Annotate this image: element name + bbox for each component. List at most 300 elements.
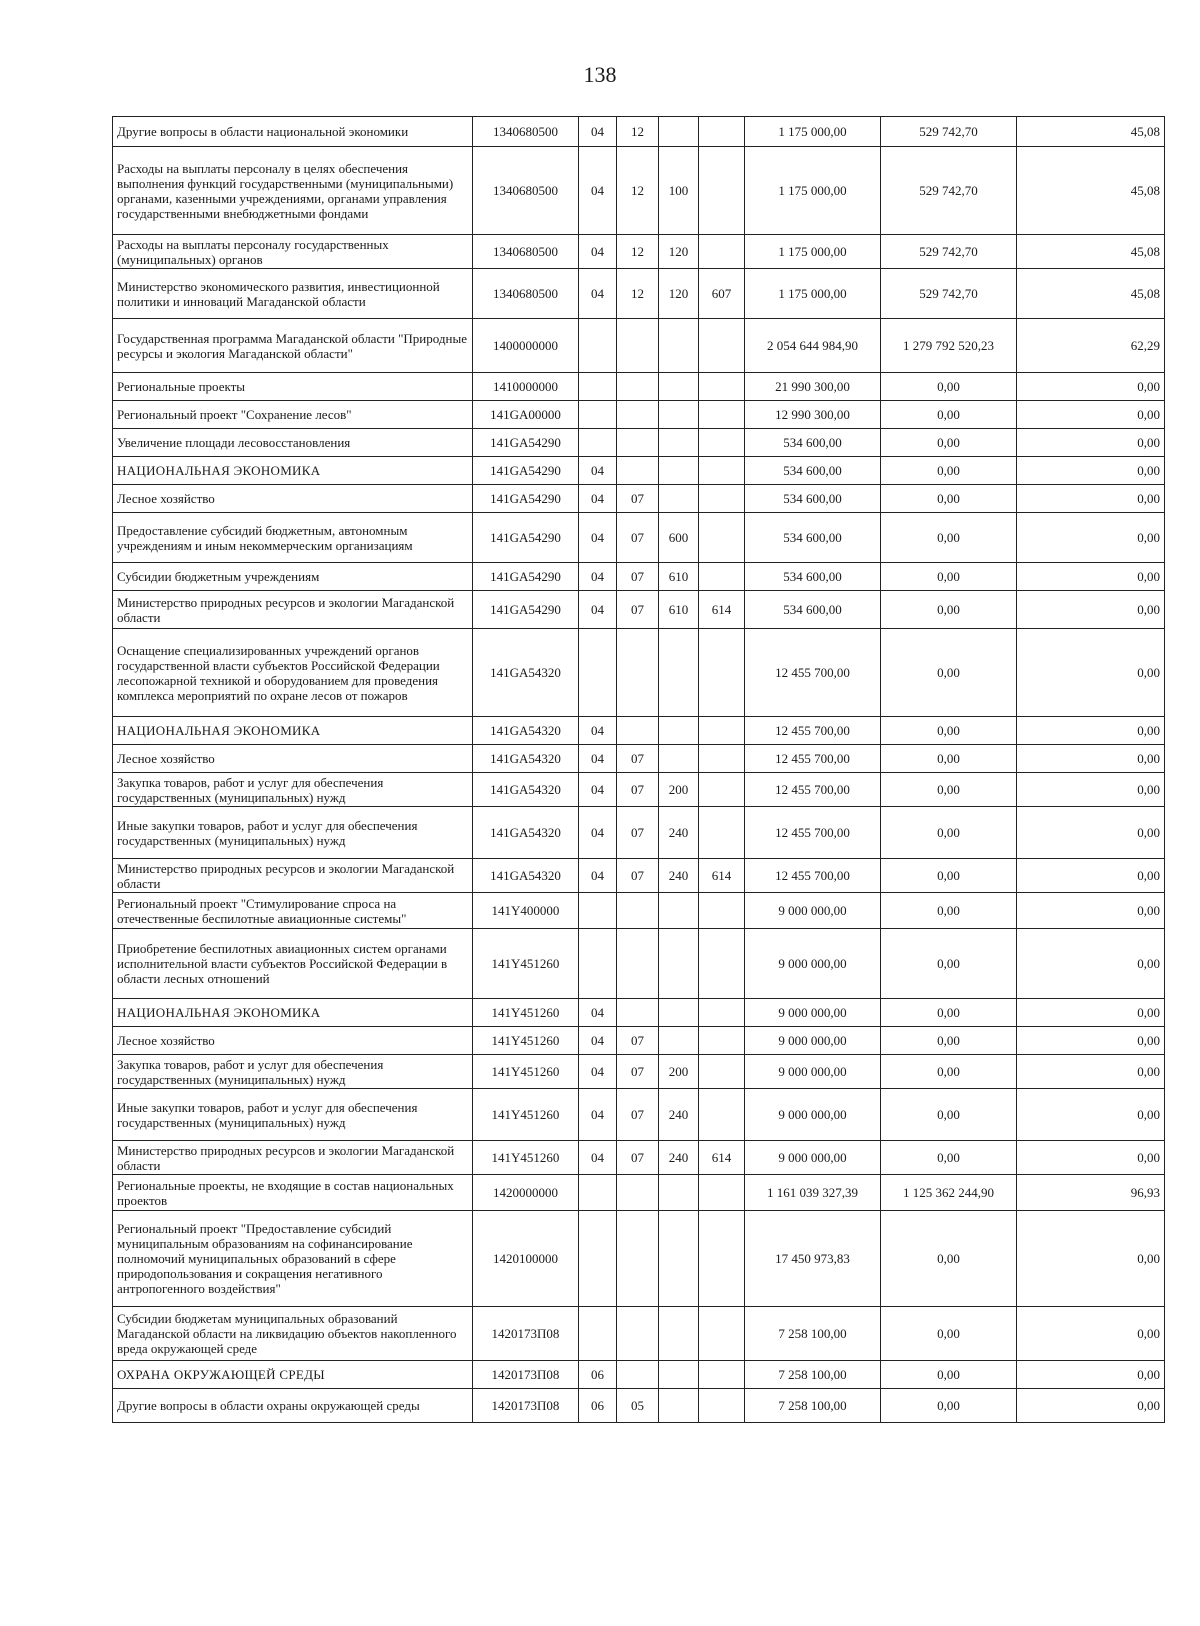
target-article-code: 141GA54290 (473, 513, 579, 563)
expense-type-code (659, 1211, 699, 1307)
target-article-code: 141GA00000 (473, 401, 579, 429)
ministry-code (699, 1089, 745, 1141)
actual-amount: 0,00 (881, 629, 1017, 717)
subsection-code (617, 929, 659, 999)
expense-type-code: 100 (659, 147, 699, 235)
execution-percent: 62,29 (1017, 319, 1165, 373)
expense-type-code: 600 (659, 513, 699, 563)
subsection-code (617, 401, 659, 429)
section-code: 04 (579, 807, 617, 859)
ministry-code (699, 893, 745, 929)
section-code: 04 (579, 1089, 617, 1141)
table-row (113, 717, 1165, 745)
section-code (579, 1307, 617, 1361)
subsection-code: 07 (617, 773, 659, 807)
execution-percent: 0,00 (1017, 807, 1165, 859)
planned-amount: 9 000 000,00 (745, 893, 881, 929)
planned-amount: 12 455 700,00 (745, 859, 881, 893)
subsection-code: 07 (617, 807, 659, 859)
subsection-code (617, 999, 659, 1027)
row-name: Предоставление субсидий бюджетным, автономным учреждениям и иным некоммерческим организациям (113, 513, 473, 563)
subsection-code (617, 717, 659, 745)
ministry-code (699, 457, 745, 485)
subsection-code (617, 1361, 659, 1389)
subsection-code (617, 457, 659, 485)
ministry-code: 614 (699, 591, 745, 629)
actual-amount: 0,00 (881, 1361, 1017, 1389)
target-article-code: 1410000000 (473, 373, 579, 401)
target-article-code: 141Y400000 (473, 893, 579, 929)
planned-amount: 534 600,00 (745, 457, 881, 485)
execution-percent: 0,00 (1017, 457, 1165, 485)
execution-percent: 0,00 (1017, 1389, 1165, 1423)
target-article-code: 141GA54320 (473, 773, 579, 807)
ministry-code (699, 1175, 745, 1211)
actual-amount: 0,00 (881, 1307, 1017, 1361)
actual-amount: 1 279 792 520,23 (881, 319, 1017, 373)
row-name: Министерство экономического развития, инвестиционной политики и инноваций Магаданской области (113, 269, 473, 319)
row-name: Закупка товаров, работ и услуг для обеспечения государственных (муниципальных) нужд (113, 773, 473, 807)
section-code: 04 (579, 117, 617, 147)
planned-amount: 2 054 644 984,90 (745, 319, 881, 373)
table-row (113, 235, 1165, 269)
table-row (113, 773, 1165, 807)
table-row (113, 513, 1165, 563)
target-article-code: 1340680500 (473, 269, 579, 319)
actual-amount: 0,00 (881, 1027, 1017, 1055)
ministry-code (699, 773, 745, 807)
expense-type-code: 120 (659, 269, 699, 319)
target-article-code: 1340680500 (473, 117, 579, 147)
ministry-code (699, 999, 745, 1027)
actual-amount: 0,00 (881, 373, 1017, 401)
table-row (113, 563, 1165, 591)
target-article-code: 141GA54290 (473, 429, 579, 457)
section-code: 04 (579, 269, 617, 319)
ministry-code (699, 319, 745, 373)
row-name: Закупка товаров, работ и услуг для обеспечения государственных (муниципальных) нужд (113, 1055, 473, 1089)
expense-type-code (659, 319, 699, 373)
target-article-code: 141Y451260 (473, 1027, 579, 1055)
actual-amount: 0,00 (881, 1141, 1017, 1175)
expense-type-code (659, 485, 699, 513)
table-row (113, 319, 1165, 373)
section-code: 04 (579, 235, 617, 269)
planned-amount: 534 600,00 (745, 591, 881, 629)
row-name: Увеличение площади лесовосстановления (113, 429, 473, 457)
execution-percent: 0,00 (1017, 1055, 1165, 1089)
table-row (113, 1055, 1165, 1089)
target-article-code: 141GA54290 (473, 563, 579, 591)
planned-amount: 17 450 973,83 (745, 1211, 881, 1307)
table-body (113, 117, 1165, 1423)
section-code: 04 (579, 457, 617, 485)
target-article-code: 141Y451260 (473, 1141, 579, 1175)
actual-amount: 529 742,70 (881, 235, 1017, 269)
actual-amount: 0,00 (881, 1389, 1017, 1423)
actual-amount: 0,00 (881, 745, 1017, 773)
actual-amount: 529 742,70 (881, 269, 1017, 319)
planned-amount: 12 455 700,00 (745, 629, 881, 717)
execution-percent: 0,00 (1017, 485, 1165, 513)
planned-amount: 534 600,00 (745, 563, 881, 591)
row-name: Региональный проект "Стимулирование спроса на отечественные беспилотные авиационные системы" (113, 893, 473, 929)
subsection-code: 07 (617, 859, 659, 893)
row-name: Министерство природных ресурсов и экологии Магаданской области (113, 591, 473, 629)
table-row (113, 807, 1165, 859)
subsection-code (617, 1211, 659, 1307)
section-code: 04 (579, 513, 617, 563)
actual-amount: 1 125 362 244,90 (881, 1175, 1017, 1211)
table-row (113, 929, 1165, 999)
expense-type-code (659, 745, 699, 773)
actual-amount: 0,00 (881, 1089, 1017, 1141)
page-number: 138 (583, 62, 617, 87)
execution-percent: 0,00 (1017, 1307, 1165, 1361)
actual-amount: 0,00 (881, 1211, 1017, 1307)
planned-amount: 9 000 000,00 (745, 1027, 881, 1055)
row-name: Оснащение специализированных учреждений органов государственной власти субъектов Российской Федерации лесопожарной техникой и оборудованием для проведения комплекса мероприятий по охране лесов от пожаров (113, 629, 473, 717)
ministry-code: 607 (699, 269, 745, 319)
subsection-code (617, 373, 659, 401)
table-row (113, 1361, 1165, 1389)
ministry-code: 614 (699, 1141, 745, 1175)
expense-type-code (659, 893, 699, 929)
ministry-code (699, 1211, 745, 1307)
ministry-code (699, 1307, 745, 1361)
section-code: 04 (579, 591, 617, 629)
execution-percent: 0,00 (1017, 929, 1165, 999)
table-row (113, 591, 1165, 629)
section-code: 04 (579, 745, 617, 773)
section-code: 04 (579, 1141, 617, 1175)
table-row (113, 147, 1165, 235)
row-name: Субсидии бюджетам муниципальных образований Магаданской области на ликвидацию объектов накопленного вреда окружающей среде (113, 1307, 473, 1361)
execution-percent: 0,00 (1017, 1211, 1165, 1307)
expense-type-code: 240 (659, 1141, 699, 1175)
section-code: 04 (579, 859, 617, 893)
row-name: Лесное хозяйство (113, 745, 473, 773)
actual-amount: 0,00 (881, 485, 1017, 513)
ministry-code (699, 563, 745, 591)
planned-amount: 7 258 100,00 (745, 1361, 881, 1389)
expense-type-code (659, 1175, 699, 1211)
subsection-code: 05 (617, 1389, 659, 1423)
planned-amount: 1 175 000,00 (745, 269, 881, 319)
actual-amount: 0,00 (881, 859, 1017, 893)
execution-percent: 0,00 (1017, 429, 1165, 457)
planned-amount: 1 161 039 327,39 (745, 1175, 881, 1211)
execution-percent: 0,00 (1017, 591, 1165, 629)
subsection-code (617, 1175, 659, 1211)
target-article-code: 1420173П08 (473, 1307, 579, 1361)
section-code (579, 929, 617, 999)
planned-amount: 534 600,00 (745, 513, 881, 563)
planned-amount: 1 175 000,00 (745, 147, 881, 235)
subsection-code: 07 (617, 563, 659, 591)
section-code: 04 (579, 717, 617, 745)
ministry-code (699, 1055, 745, 1089)
section-code: 04 (579, 999, 617, 1027)
planned-amount: 21 990 300,00 (745, 373, 881, 401)
execution-percent: 0,00 (1017, 745, 1165, 773)
subsection-code: 12 (617, 235, 659, 269)
ministry-code (699, 147, 745, 235)
row-name: Лесное хозяйство (113, 485, 473, 513)
row-name: НАЦИОНАЛЬНАЯ ЭКОНОМИКА (113, 457, 473, 485)
target-article-code: 141Y451260 (473, 999, 579, 1027)
planned-amount: 9 000 000,00 (745, 1141, 881, 1175)
row-name: Региональный проект "Предоставление субсидий муниципальным образованиям на софинансирование полномочий муниципальных образований в сфере природопользования и сокращения негативного антропогенного воздействия" (113, 1211, 473, 1307)
target-article-code: 141GA54290 (473, 457, 579, 485)
actual-amount: 0,00 (881, 429, 1017, 457)
execution-percent: 0,00 (1017, 773, 1165, 807)
subsection-code: 07 (617, 1089, 659, 1141)
target-article-code: 1340680500 (473, 147, 579, 235)
target-article-code: 1340680500 (473, 235, 579, 269)
subsection-code: 07 (617, 1141, 659, 1175)
target-article-code: 141Y451260 (473, 1055, 579, 1089)
table-row (113, 485, 1165, 513)
planned-amount: 534 600,00 (745, 429, 881, 457)
actual-amount: 0,00 (881, 717, 1017, 745)
execution-percent: 96,93 (1017, 1175, 1165, 1211)
row-name: Расходы на выплаты персоналу государственных (муниципальных) органов (113, 235, 473, 269)
ministry-code (699, 513, 745, 563)
row-name: НАЦИОНАЛЬНАЯ ЭКОНОМИКА (113, 999, 473, 1027)
actual-amount: 0,00 (881, 401, 1017, 429)
planned-amount: 1 175 000,00 (745, 235, 881, 269)
subsection-code: 07 (617, 1027, 659, 1055)
subsection-code: 07 (617, 485, 659, 513)
table-row (113, 429, 1165, 457)
section-code (579, 893, 617, 929)
planned-amount: 12 455 700,00 (745, 745, 881, 773)
subsection-code: 07 (617, 513, 659, 563)
subsection-code: 07 (617, 745, 659, 773)
subsection-code: 07 (617, 1055, 659, 1089)
row-name: Приобретение беспилотных авиационных систем органами исполнительной власти субъектов Российской Федерации в области лесных отношений (113, 929, 473, 999)
row-name: Расходы на выплаты персоналу в целях обеспечения выполнения функций государственными (муниципальными) органами, казенными учреждениями, органами управления государственными внебюджетными фондами (113, 147, 473, 235)
ministry-code: 614 (699, 859, 745, 893)
table-row (113, 373, 1165, 401)
row-name: Иные закупки товаров, работ и услуг для обеспечения государственных (муниципальных) нужд (113, 1089, 473, 1141)
subsection-code: 07 (617, 591, 659, 629)
execution-percent: 0,00 (1017, 563, 1165, 591)
row-name: НАЦИОНАЛЬНАЯ ЭКОНОМИКА (113, 717, 473, 745)
ministry-code (699, 929, 745, 999)
ministry-code (699, 429, 745, 457)
subsection-code: 12 (617, 117, 659, 147)
row-name: Субсидии бюджетным учреждениям (113, 563, 473, 591)
table-row (113, 269, 1165, 319)
planned-amount: 1 175 000,00 (745, 117, 881, 147)
execution-percent: 0,00 (1017, 1027, 1165, 1055)
row-name: Министерство природных ресурсов и экологии Магаданской области (113, 1141, 473, 1175)
actual-amount: 0,00 (881, 513, 1017, 563)
expense-type-code: 120 (659, 235, 699, 269)
ministry-code (699, 1361, 745, 1389)
ministry-code (699, 485, 745, 513)
planned-amount: 12 990 300,00 (745, 401, 881, 429)
expense-type-code (659, 1027, 699, 1055)
expense-type-code (659, 373, 699, 401)
actual-amount: 0,00 (881, 999, 1017, 1027)
target-article-code: 141GA54290 (473, 485, 579, 513)
ministry-code (699, 1027, 745, 1055)
actual-amount: 0,00 (881, 773, 1017, 807)
section-code (579, 319, 617, 373)
execution-percent: 0,00 (1017, 373, 1165, 401)
execution-percent: 45,08 (1017, 235, 1165, 269)
actual-amount: 0,00 (881, 457, 1017, 485)
target-article-code: 1420173П08 (473, 1389, 579, 1423)
expense-type-code: 610 (659, 591, 699, 629)
row-name: Министерство природных ресурсов и экологии Магаданской области (113, 859, 473, 893)
execution-percent: 0,00 (1017, 893, 1165, 929)
expense-type-code: 240 (659, 807, 699, 859)
table-row (113, 1141, 1165, 1175)
planned-amount: 7 258 100,00 (745, 1307, 881, 1361)
row-name: Другие вопросы в области национальной экономики (113, 117, 473, 147)
row-name: ОХРАНА ОКРУЖАЮЩЕЙ СРЕДЫ (113, 1361, 473, 1389)
target-article-code: 141GA54320 (473, 629, 579, 717)
section-code: 04 (579, 485, 617, 513)
section-code: 04 (579, 147, 617, 235)
table-row (113, 401, 1165, 429)
actual-amount: 0,00 (881, 807, 1017, 859)
expense-type-code (659, 117, 699, 147)
expense-type-code (659, 629, 699, 717)
execution-percent: 0,00 (1017, 513, 1165, 563)
row-name: Региональный проект "Сохранение лесов" (113, 401, 473, 429)
ministry-code (699, 717, 745, 745)
planned-amount: 534 600,00 (745, 485, 881, 513)
subsection-code (617, 1307, 659, 1361)
expense-type-code: 610 (659, 563, 699, 591)
target-article-code: 1420000000 (473, 1175, 579, 1211)
section-code: 06 (579, 1389, 617, 1423)
section-code: 06 (579, 1361, 617, 1389)
subsection-code (617, 893, 659, 929)
target-article-code: 141GA54320 (473, 859, 579, 893)
ministry-code (699, 235, 745, 269)
expense-type-code (659, 457, 699, 485)
table-row (113, 1389, 1165, 1423)
table-row (113, 859, 1165, 893)
planned-amount: 9 000 000,00 (745, 999, 881, 1027)
section-code (579, 373, 617, 401)
expense-type-code (659, 999, 699, 1027)
planned-amount: 12 455 700,00 (745, 807, 881, 859)
table-row (113, 893, 1165, 929)
actual-amount: 529 742,70 (881, 117, 1017, 147)
expense-type-code (659, 1389, 699, 1423)
target-article-code: 141GA54320 (473, 807, 579, 859)
ministry-code (699, 807, 745, 859)
row-name: Иные закупки товаров, работ и услуг для обеспечения государственных (муниципальных) нужд (113, 807, 473, 859)
expense-type-code (659, 429, 699, 457)
ministry-code (699, 1389, 745, 1423)
target-article-code: 141Y451260 (473, 929, 579, 999)
row-name: Лесное хозяйство (113, 1027, 473, 1055)
table-row (113, 629, 1165, 717)
section-code: 04 (579, 1027, 617, 1055)
table-row (113, 745, 1165, 773)
target-article-code: 1420173П08 (473, 1361, 579, 1389)
section-code (579, 1175, 617, 1211)
row-name: Региональные проекты (113, 373, 473, 401)
expense-type-code: 200 (659, 1055, 699, 1089)
planned-amount: 7 258 100,00 (745, 1389, 881, 1423)
actual-amount: 0,00 (881, 929, 1017, 999)
execution-percent: 0,00 (1017, 1089, 1165, 1141)
section-code (579, 401, 617, 429)
expense-type-code: 240 (659, 859, 699, 893)
table-row (113, 1175, 1165, 1211)
execution-percent: 0,00 (1017, 629, 1165, 717)
ministry-code (699, 629, 745, 717)
subsection-code: 12 (617, 269, 659, 319)
execution-percent: 0,00 (1017, 999, 1165, 1027)
actual-amount: 529 742,70 (881, 147, 1017, 235)
row-name: Другие вопросы в области охраны окружающей среды (113, 1389, 473, 1423)
execution-percent: 0,00 (1017, 1141, 1165, 1175)
target-article-code: 1400000000 (473, 319, 579, 373)
table-row (113, 457, 1165, 485)
target-article-code: 141GA54320 (473, 717, 579, 745)
section-code: 04 (579, 773, 617, 807)
actual-amount: 0,00 (881, 1055, 1017, 1089)
expense-type-code (659, 929, 699, 999)
subsection-code: 12 (617, 147, 659, 235)
expense-type-code: 200 (659, 773, 699, 807)
expense-type-code: 240 (659, 1089, 699, 1141)
target-article-code: 1420100000 (473, 1211, 579, 1307)
planned-amount: 12 455 700,00 (745, 773, 881, 807)
table-row (113, 1307, 1165, 1361)
table-row (113, 1089, 1165, 1141)
ministry-code (699, 401, 745, 429)
row-name: Государственная программа Магаданской области "Природные ресурсы и экология Магаданской области" (113, 319, 473, 373)
section-code: 04 (579, 563, 617, 591)
target-article-code: 141GA54290 (473, 591, 579, 629)
execution-percent: 0,00 (1017, 717, 1165, 745)
row-name: Региональные проекты, не входящие в состав национальных проектов (113, 1175, 473, 1211)
execution-percent: 0,00 (1017, 859, 1165, 893)
section-code (579, 1211, 617, 1307)
table-row (113, 1027, 1165, 1055)
expense-type-code (659, 1361, 699, 1389)
section-code (579, 429, 617, 457)
ministry-code (699, 745, 745, 773)
subsection-code (617, 629, 659, 717)
execution-percent: 0,00 (1017, 1361, 1165, 1389)
expense-type-code (659, 717, 699, 745)
expense-type-code (659, 1307, 699, 1361)
planned-amount: 9 000 000,00 (745, 929, 881, 999)
actual-amount: 0,00 (881, 591, 1017, 629)
planned-amount: 12 455 700,00 (745, 717, 881, 745)
planned-amount: 9 000 000,00 (745, 1055, 881, 1089)
planned-amount: 9 000 000,00 (745, 1089, 881, 1141)
execution-percent: 45,08 (1017, 147, 1165, 235)
table-row (113, 1211, 1165, 1307)
expense-type-code (659, 401, 699, 429)
target-article-code: 141GA54320 (473, 745, 579, 773)
execution-percent: 45,08 (1017, 117, 1165, 147)
subsection-code (617, 319, 659, 373)
